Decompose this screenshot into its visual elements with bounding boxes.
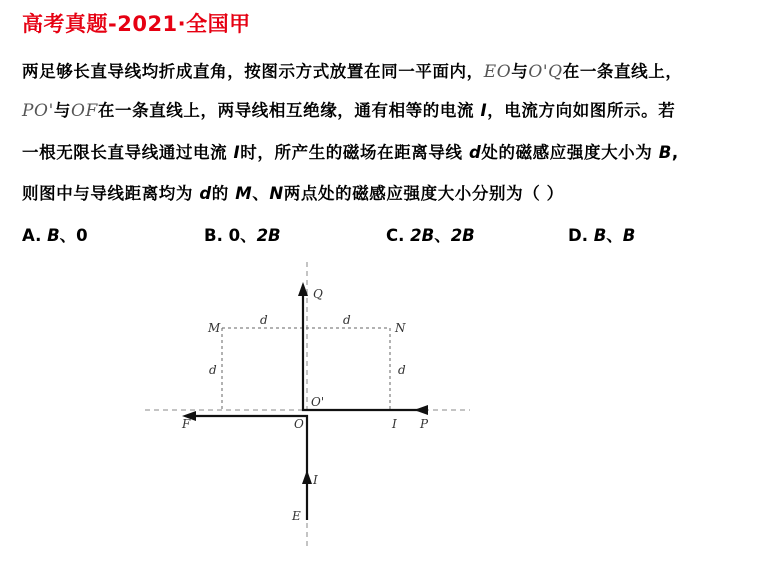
option-value-1: 0	[228, 226, 241, 245]
text-segment: 两足够长直导线均折成直角，按图示方式放置在同一平面内，	[22, 62, 484, 81]
option-value-1: B	[47, 226, 60, 245]
label-d-left: d	[209, 363, 217, 377]
option-value-1: B	[593, 226, 607, 245]
text-segment: 则图中与导线距离均为	[22, 184, 200, 203]
distance-symbol: d	[199, 184, 212, 203]
point-N-symbol: N	[269, 184, 284, 203]
option-value-2: 2B	[450, 226, 475, 245]
label-P: P	[420, 417, 429, 431]
label-F: F	[182, 417, 191, 431]
label-O: O	[294, 417, 304, 431]
label-d-top-left: d	[260, 313, 268, 327]
math-EO: EO	[483, 62, 512, 82]
label-d-top-right: d	[343, 313, 351, 327]
option-letter: D.	[568, 226, 594, 245]
option-separator: 、	[240, 226, 257, 245]
text-segment: ，电流方向如图所示。若	[487, 101, 676, 120]
label-O-prime: O'	[311, 395, 325, 409]
current-symbol: I	[233, 143, 241, 162]
option-separator: 、	[59, 226, 77, 245]
label-I-right: I	[392, 417, 397, 431]
exam-title: 高考真题-2021·全国甲	[22, 12, 251, 36]
label-I-bottom: I	[313, 473, 318, 487]
label-Q: Q	[313, 287, 323, 301]
label-M: M	[208, 321, 221, 335]
option-letter: C.	[386, 226, 411, 245]
label-d-right: d	[398, 363, 406, 377]
label-N: N	[395, 321, 406, 335]
option-value-2: 2B	[256, 226, 281, 245]
option-value-2: 0	[76, 226, 88, 245]
text-segment: 与	[53, 101, 71, 120]
text-segment: 与	[511, 62, 529, 81]
point-M-symbol: M	[235, 184, 253, 203]
text-segment: ,	[671, 143, 679, 162]
text-segment: 两点处的磁感应强度大小分别为（ ）	[283, 184, 564, 203]
distance-symbol: d	[468, 143, 482, 162]
text-segment: 在一条直线上，两导线相互绝缘，通有相等的电流	[97, 101, 481, 120]
math-OprimeQ: O'Q	[528, 62, 563, 82]
text-segment: 时，所产生的磁场在距离导线	[240, 143, 469, 162]
text-segment: 处的磁感应强度大小为	[481, 143, 659, 162]
option-value-2: B	[622, 226, 636, 245]
arrow-left-P	[414, 405, 428, 415]
option-letter: A.	[22, 226, 48, 245]
current-symbol: I	[480, 101, 488, 120]
wire-P-Oprime-Q	[303, 288, 428, 410]
wire-E-O-F	[190, 416, 307, 520]
text-segment: 的	[211, 184, 236, 203]
option-separator: 、	[606, 226, 623, 245]
text-segment: 、	[252, 184, 270, 203]
field-symbol: B	[658, 143, 672, 162]
math-POprime: PO'	[22, 101, 54, 121]
math-OF: OF	[70, 101, 98, 121]
option-letter: B.	[204, 226, 229, 245]
option-separator: 、	[434, 226, 451, 245]
arrow-up-bottom	[302, 470, 312, 484]
text-segment: 一根无限长直导线通过电流	[22, 143, 234, 162]
label-E: E	[292, 509, 301, 523]
text-segment: 在一条直线上，	[562, 62, 683, 81]
option-value-1: 2B	[410, 226, 435, 245]
